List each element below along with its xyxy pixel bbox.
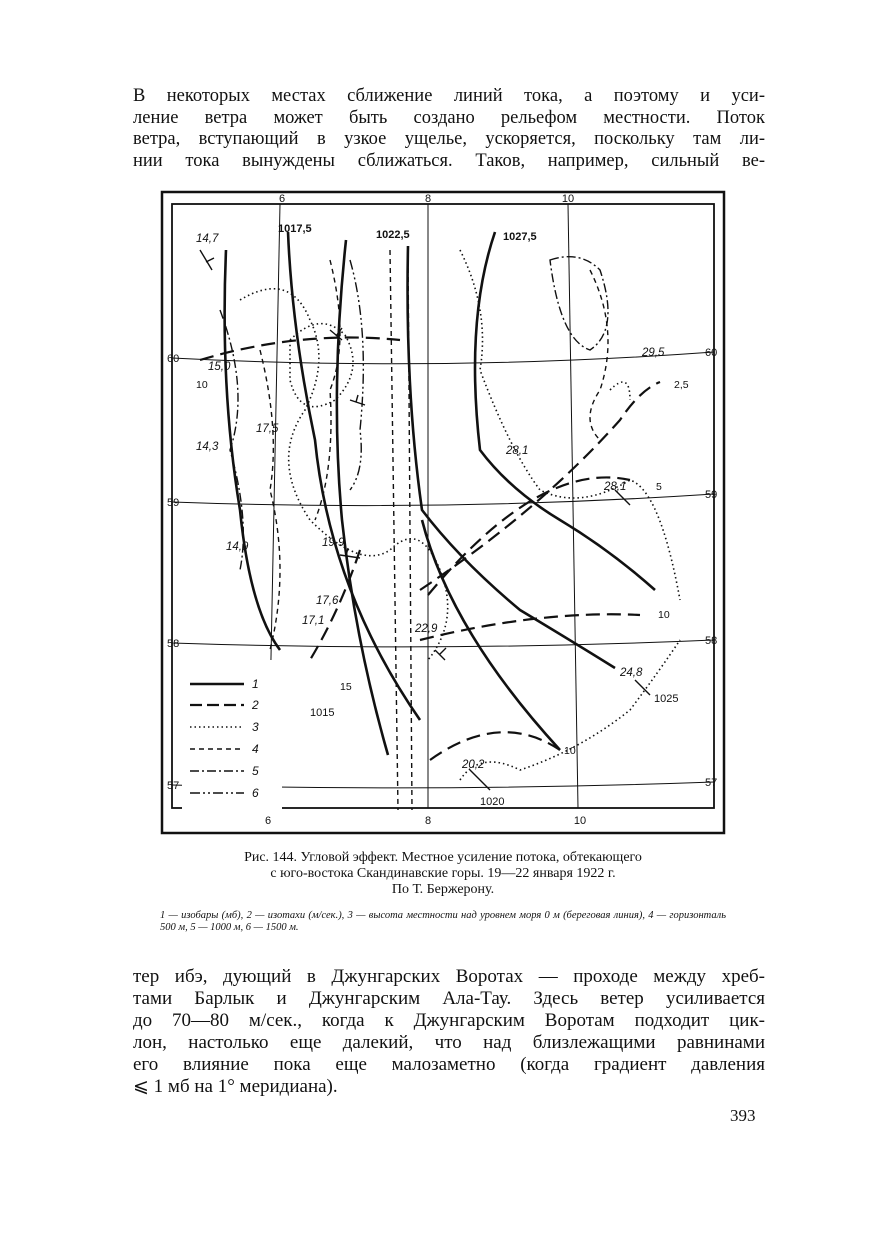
isobars [225,232,655,755]
contour-label: 5 [656,481,662,493]
speed-label: 17,5 [256,423,279,435]
lon-label-bottom: 10 [573,815,587,827]
caption-line: По Т. Бержерону. [391,882,495,897]
lat-label: 58 [705,635,718,647]
text-line: В некоторых местах сближение линий тока, а поэтому и уси- [133,86,765,106]
isobar-label: 1017,5 [278,223,312,235]
speed-label: 14,9 [226,541,249,553]
contour-label: 10 [196,379,208,391]
speed-label: 20,2 [462,759,485,771]
legend-number: 6 [252,786,259,800]
contour-500m [260,250,608,810]
lon-label-bottom: 6 [264,815,272,827]
coastline [240,250,680,780]
speed-label: 17,6 [316,595,339,607]
speed-label: 29,5 [642,347,665,359]
speed-label: 24,8 [620,667,643,679]
isobar-label: 1015 [310,707,335,719]
text-line: ление ветра может быть создано рельефом местности. Поток [133,107,765,128]
speed-label: 22,9 [415,623,438,635]
contour-1500m [350,260,363,490]
isobar-label: 1027,5 [503,231,537,243]
lon-label-bottom: 8 [424,815,432,827]
legend-number: 5 [252,764,259,778]
lat-label: 59 [167,497,180,509]
lon-label-top: 8 [424,193,432,205]
figure-caption [160,850,726,898]
legend-number: 3 [252,720,259,734]
legend-number: 4 [252,742,259,756]
speed-label: 14,3 [196,441,219,453]
legend-caption: 1 — изобары (мб), 2 — изотахи (м/сек.), 3 — высота местности над уровнем моря 0 м (береговая линия), 4 — горизонталь 500 м, 5 — 1000 м, 6 — 1500 м. [160,910,726,933]
speed-label: 14,7 [196,233,219,245]
text-line: тами Барлык и Джунгарским Ала-Тау. Здесь ветер усиливается [133,988,765,1009]
contour-label: 10 [658,609,670,621]
wind-map-figure [160,190,726,835]
lat-label: 60 [167,353,180,365]
text-line: до 70—80 м/сек., когда к Джунгарским Воротам подходит цик- [133,1010,765,1031]
isobar-label: 1022,5 [376,229,410,241]
page-number: 393 [730,1106,756,1125]
isobar-label: 1020 [480,796,505,808]
speed-label: 28,1 [506,445,529,457]
lat-label: 59 [705,489,718,501]
text-line: его влияние пока еще малозаметно (когда градиент давления [133,1054,765,1075]
speed-label: 15,0 [208,361,231,373]
speed-label: 28,1 [604,481,627,493]
lat-label: 57 [705,777,718,789]
map-legend [182,660,282,810]
speed-label: 19,9 [322,537,345,549]
lon-label-top: 6 [278,193,286,205]
lat-label: 57 [167,780,180,792]
caption-line: Рис. 144. Угловой эффект. Местное усиление потока, обтекающего [244,850,642,865]
contour-label: 15 [340,681,352,693]
lat-label: 60 [705,347,718,359]
contour-label: 10 [564,745,576,757]
lon-label-top: 10 [561,193,575,205]
isobar-label: 1025 [654,693,679,705]
text-line: нии тока вынуждены сближаться. Таков, например, сильный ве- [133,150,765,171]
caption-line: с юго-востока Скандинавские горы. 19—22 января 1922 г. [270,866,616,881]
text-line: ветра, вступающий в узкое ущелье, ускоряется, поскольку там ли- [133,129,765,149]
contour-label: 2,5 [674,379,689,391]
legend-number: 1 [252,677,259,691]
speed-label: 17,1 [302,615,325,627]
text-line: лон, настолько еще далекий, что над близлежащими равнинами [133,1032,765,1053]
lat-label: 58 [167,638,180,650]
paragraph-bottom [133,966,765,1098]
paragraph-top [133,86,765,172]
text-line: ⩽ 1 мб на 1° меридиана). [133,1076,338,1097]
text-line: тер ибэ, дующий в Джунгарских Воротах — проходе между хреб- [133,966,765,987]
legend-number: 2 [252,698,259,712]
